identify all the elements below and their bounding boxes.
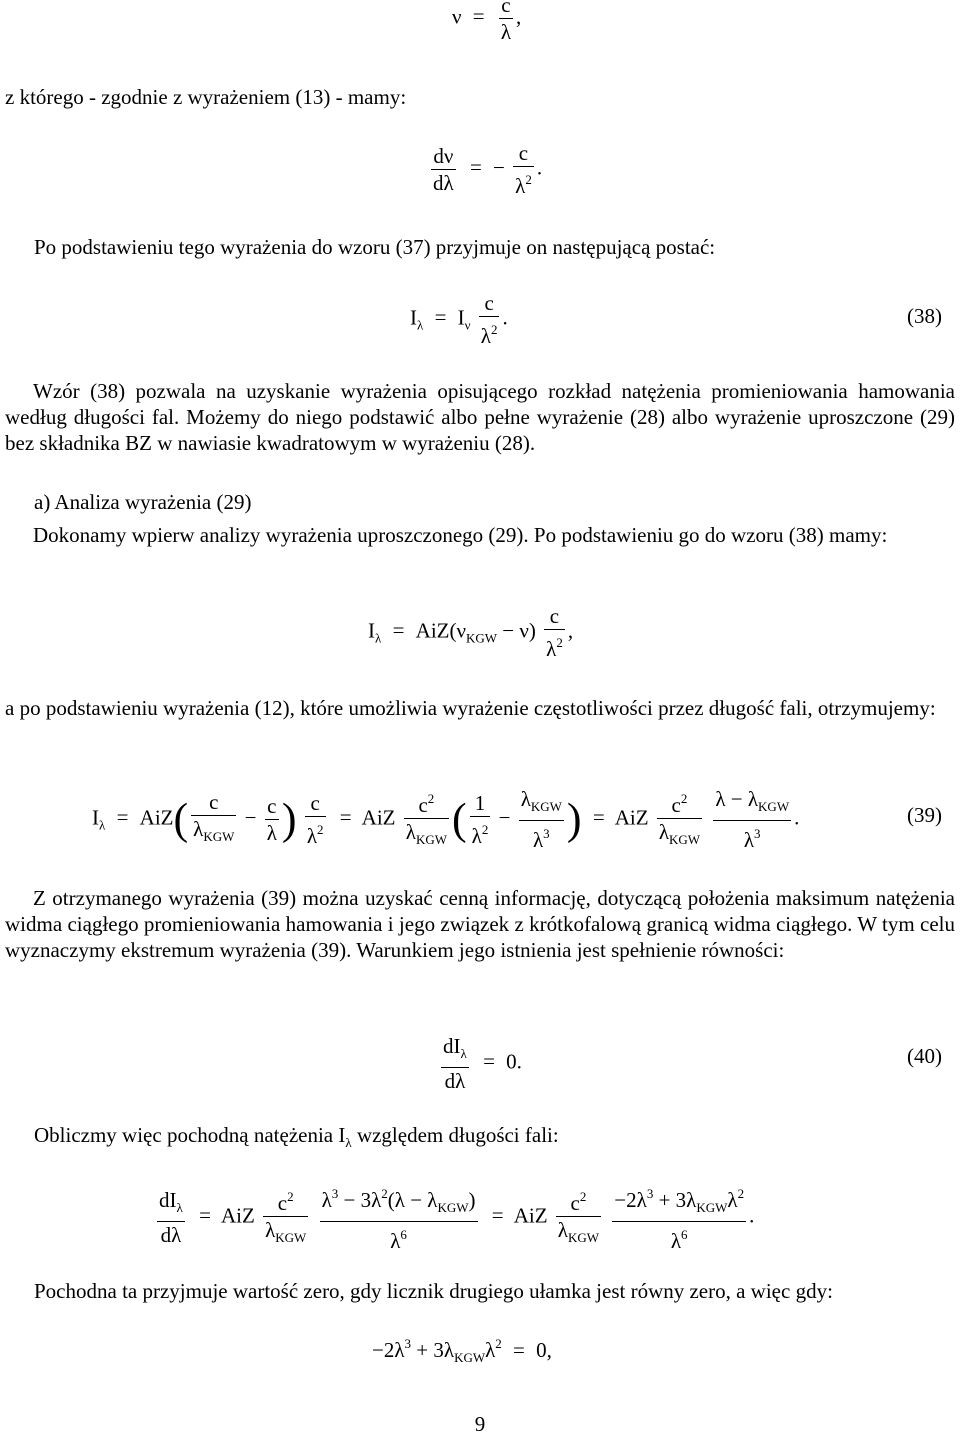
- equation-39: $I_\lambda = AiZ$( $\frac{c}{\lambda_{KGW}}$ − $\frac{c}{\lambda}$ ) $\frac{c}{\lambda^2}$ = AiZ $\frac{c^2}{\lambda_{KGW}}$ ( $\frac{1}{\lambda^2}$ − $\frac{\lambda_{KGW}}{\lambda^3}$ ) = AiZ $\frac{c^2}{\lambda_{KGW}}$ $\frac{\lambda - \lambda_{KGW}}{\lambda^3}$ .: [92, 787, 800, 852]
- equation-number-40: (40): [907, 1044, 942, 1068]
- text-line-5-part-a: Obliczmy więc pochodną natężenia I: [34, 1123, 346, 1147]
- equation-final: $-2\lambda^3 + 3\lambda_{KGW}\lambda^2 = 0$,: [372, 1336, 552, 1365]
- section-a-heading: a) Analiza wyrażenia (29): [34, 490, 252, 514]
- text-line-2: Po podstawieniu tego wyrażenia do wzoru (37) przyjmuje on następującą postać:: [34, 235, 716, 259]
- equation-38: $I_\lambda = I_\nu$ $\frac{c}{\lambda^2}$ .: [410, 291, 508, 348]
- paragraph-2: Dokonamy wpierw analizy wyrażenia uproszczonego (29). Po podstawieniu go do wzoru (38) mamy:: [33, 523, 888, 547]
- equation-number-38: (38): [907, 304, 942, 328]
- text-line-5-part-b: względem długości fali:: [351, 1123, 559, 1147]
- equation-dnu-dlambda: $\frac{d\nu}{d\lambda}$ = − $\frac{c}{\lambda^2}$ .: [433, 141, 543, 198]
- equation-40: $\frac{dI_\lambda}{d\lambda}$ = 0.: [443, 1034, 522, 1093]
- equation-derivative: $\frac{dI_\lambda}{d\lambda}$ = AiZ $\frac{c^2}{\lambda_{KGW}}$ $\frac{\lambda^3 - 3\lambda^2(\lambda - \lambda_{KGW})}{\lambda^6}$ = AiZ $\frac{c^2}{\lambda_{KGW}}$ $\frac{-2\lambda^3 + 3\lambda_{KGW}\lambda^2}{\lambda^6}$ .: [154, 1181, 754, 1254]
- text-line-5: [34, 1122, 559, 1156]
- text-line-5-subscript: λ: [345, 1135, 352, 1150]
- equation-nu: ν = $\frac{c}{\lambda}$ ,: [452, 0, 521, 45]
- paragraph-3: a po podstawieniu wyrażenia (12), które umożliwia wyrażenie częstotliwości przez długość fali, otrzymujemy:: [5, 696, 936, 720]
- page-number: 9: [474, 1412, 486, 1436]
- paragraph-1: Wzór (38) pozwala na uzyskanie wyrażenia opisującego rozkład natężenia promieniowania hamowania według długości fal. Możemy do niego podstawić albo pełne wyrażenie (28) albo wyrażenie uproszczone (29) bez składnika BZ w nawiasie kwadratowym w wyrażeniu (28).: [5, 379, 955, 455]
- equation-intensity-nu: $I_\lambda = AiZ(\nu_{KGW} - \nu)$ $\frac{c}{\lambda^2}$ ,: [368, 604, 574, 661]
- text-line-1: z którego - zgodnie z wyrażeniem (13) - mamy:: [5, 85, 407, 109]
- paragraph-4: Z otrzymanego wyrażenia (39) można uzyskać cenną informację, dotyczącą położenia maksimum natężenia widma ciągłego promieniowania hamowania i jego związek z krótkofalową granicą widma ciągłego. W tym celu wyznaczymy ekstremum wyrażenia (39). Warunkiem jego istnienia jest spełnienie równości:: [5, 886, 955, 962]
- text-line-6: Pochodna ta przyjmuje wartość zero, gdy licznik drugiego ułamka jest równy zero, a więc gdy:: [34, 1279, 833, 1303]
- equation-number-39: (39): [907, 803, 942, 827]
